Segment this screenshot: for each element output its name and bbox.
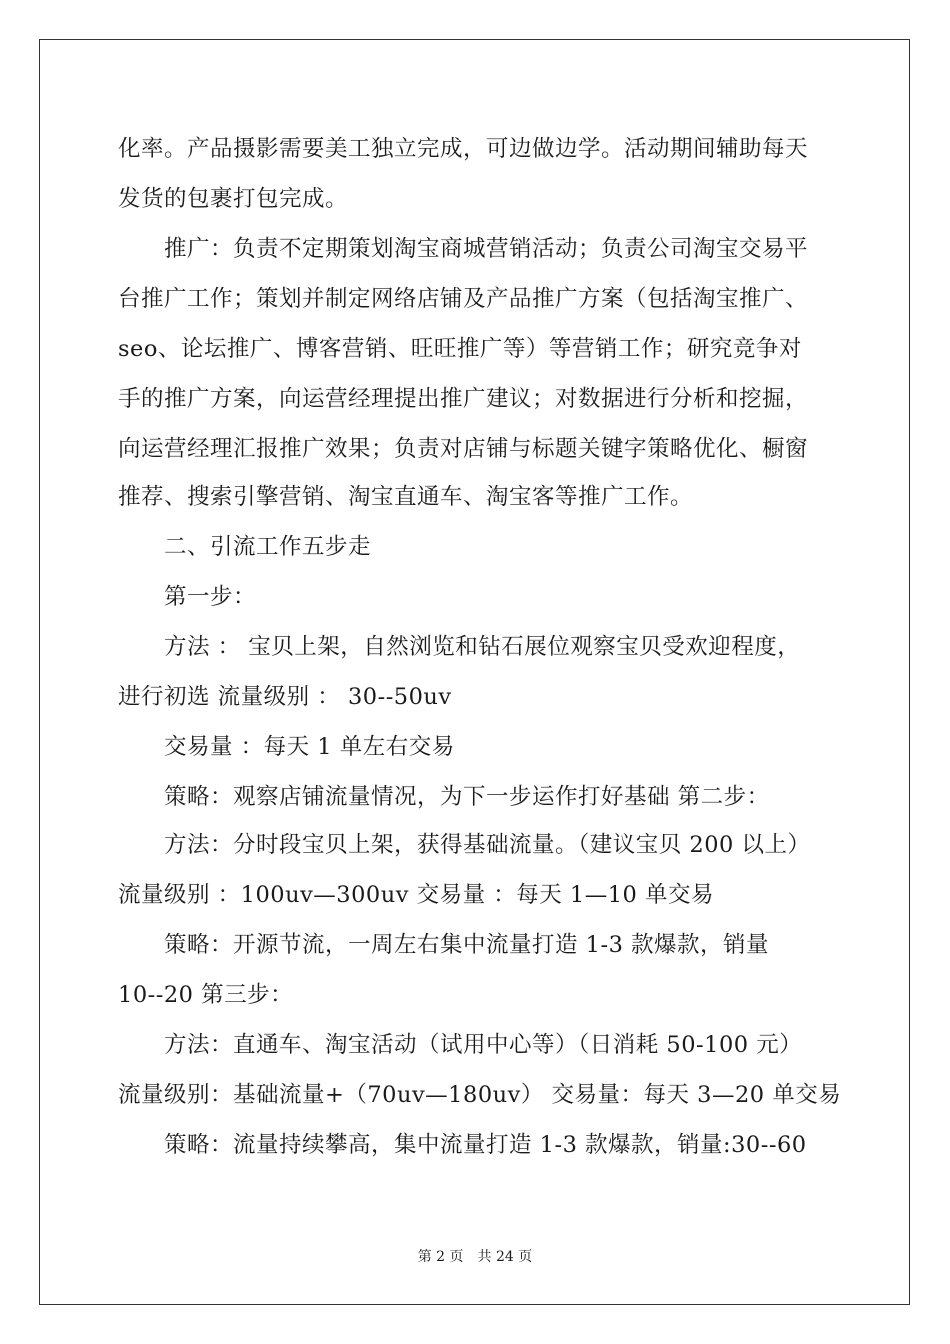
text-line: 化率。产品摄影需要美工独立完成，可边做边学。活动期间辅助每天 [118,136,809,162]
text-line: 向运营经理汇报推广效果；负责对店铺与标题关键字策略优化、橱窗 [118,436,809,462]
text-line: seo、论坛推广、博客营销、旺旺推广等）等营销工作；研究竞争对 [118,336,802,362]
text-line: 台推广工作；策划并制定网络店铺及产品推广方案（包括淘宝推广、 [118,286,809,312]
text-line: 推荐、搜索引擎营销、淘宝直通车、淘宝客等推广工作。 [118,484,694,510]
text-line: 策略：流量持续攀高，集中流量打造 1-3 款爆款，销量:30--60 [164,1132,807,1158]
text-line: 方法 ： 宝贝上架，自然浏览和钻石展位观察宝贝受欢迎程度， [164,634,801,660]
page-border [39,39,910,1305]
text-line: 方法：直通车、淘宝活动（试用中心等）（日消耗 50-100 元） [164,1032,803,1058]
text-line: 交易量 ：每天 1 单左右交易 [164,734,455,760]
text-line: 流量级别 ：100uv—300uv 交易量 ：每天 1—10 单交易 [118,882,715,908]
section-heading: 二、引流工作五步走 [164,534,372,560]
text-line: 策略：开源节流，一周左右集中流量打造 1-3 款爆款，销量 [164,932,770,958]
page-footer: 第 2 页 共 24 页 [417,1249,533,1265]
text-line: 进行初选 流量级别 ： 30--50uv [118,684,452,710]
text-line: 推广：负责不定期策划淘宝商城营销活动；负责公司淘宝交易平 [164,236,809,262]
text-line: 手的推广方案，向运营经理提出推广建议；对数据进行分析和挖掘， [118,386,809,412]
text-line: 10--20 第三步： [118,982,294,1008]
step-heading: 第一步： [164,584,257,610]
text-line: 方法：分时段宝贝上架，获得基础流量。（建议宝贝 200 以上） [164,832,811,858]
text-line: 策略：观察店铺流量情况，为下一步运作打好基础 第二步： [164,784,770,810]
text-line: 发货的包裹打包完成。 [118,186,349,212]
text-line: 流量级别：基础流量+（70uv—180uv） 交易量：每天 3—20 单交易 [118,1082,842,1108]
